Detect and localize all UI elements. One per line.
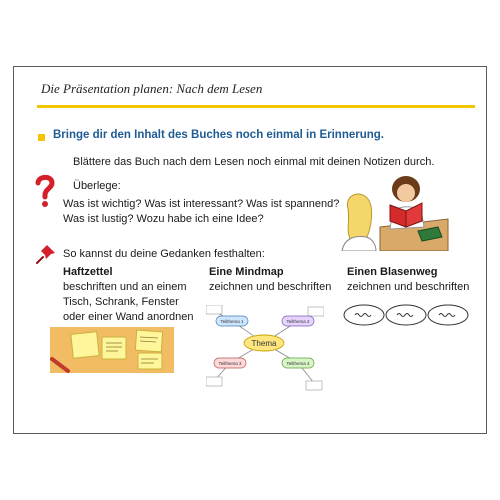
capture-intro: So kannst du deine Gedanken festhalten: <box>63 248 265 260</box>
mindmap-branch-1: Teilthema 1 <box>220 319 244 324</box>
notes-line-1: beschriften und an einem <box>63 281 187 293</box>
page-card <box>13 66 487 434</box>
consider-line-1: Was ist wichtig? Was ist interessant? Was ist spannend? <box>63 198 340 210</box>
mindmap-branch-4: Teilthema 4 <box>286 361 310 366</box>
consider-label: Überlege: <box>73 180 121 192</box>
notes-line-3: oder einer Wand anordnen <box>63 311 194 323</box>
mindmap-title: Eine Mindmap <box>209 266 284 278</box>
mindmap-line-1: zeichnen und beschriften <box>209 281 332 293</box>
notes-title: Haftzettel <box>63 266 113 278</box>
bullet-square-icon <box>38 134 45 141</box>
mindmap-center-label: Thema <box>251 339 277 348</box>
consider-line-2: Was ist lustig? Wozu habe ich eine Idee? <box>63 213 264 225</box>
mindmap-branch-2: Teilthema 2 <box>286 319 310 324</box>
question-mark-icon <box>34 173 56 209</box>
mindmap-illustration <box>206 305 324 397</box>
page-title: Die Präsentation planen: Nach dem Lesen <box>41 81 263 96</box>
pushpin-icon <box>35 243 57 265</box>
lead-instruction: Bringe dir den Inhalt des Buches noch einmal in Erinnerung. <box>53 129 384 141</box>
bubbles-title: Einen Blasenweg <box>347 266 438 278</box>
title-underline <box>37 105 475 108</box>
mindmap-branch-3: Teilthema 3 <box>218 361 242 366</box>
reading-child-illustration <box>340 169 450 251</box>
bubbles-line-1: zeichnen und beschriften <box>347 281 470 293</box>
sticky-notes-illustration <box>50 323 174 375</box>
intro-text: Blättere das Buch nach dem Lesen noch einmal mit deinen Notizen durch. <box>73 156 435 168</box>
bubble-path-illustration <box>343 301 469 329</box>
notes-line-2: Tisch, Schrank, Fenster <box>63 296 179 308</box>
